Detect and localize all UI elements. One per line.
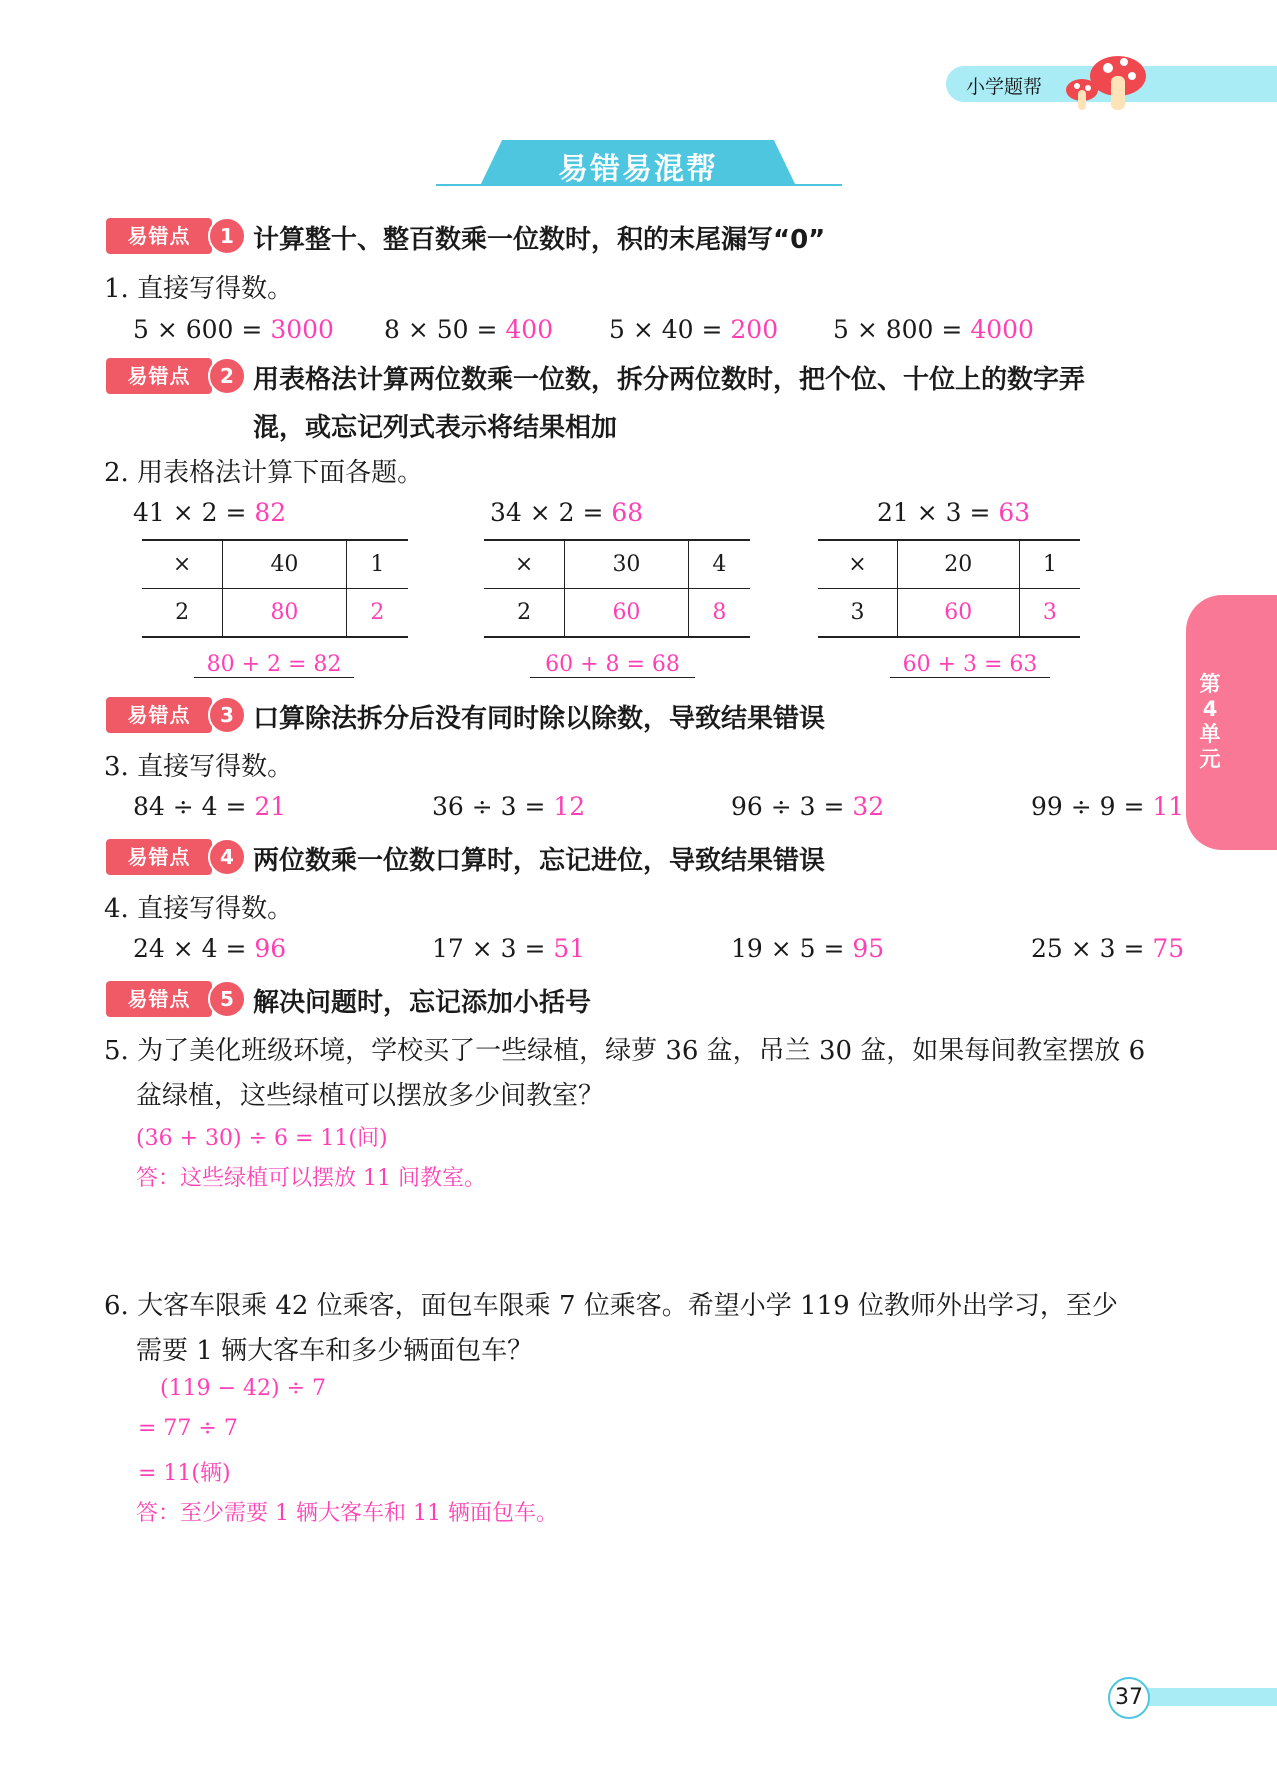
answer-work: = 77 ÷ 7: [138, 1416, 238, 1441]
error-point-text: 计算整十、整百数乘一位数时，积的末尾漏写“0”: [253, 225, 826, 255]
equation: 5 × 40 = 200: [609, 315, 779, 344]
calc-table: × 20 1 3 60 3: [818, 539, 1080, 638]
calc-table: × 30 4 2 60 8: [484, 539, 750, 638]
table-sum: 60 + 8 = 68: [530, 652, 695, 678]
answer-work: = 11(辆): [138, 1461, 231, 1486]
question-prompt: 3. 直接写得数。: [104, 752, 294, 782]
answer-work: (36 + 30) ÷ 6 = 11(间): [136, 1126, 388, 1151]
error-point-text: 口算除法拆分后没有同时除以除数，导致结果错误: [253, 704, 826, 734]
table-equation: 21 × 3 = 63: [877, 498, 1031, 527]
equation: 5 × 800 = 4000: [833, 315, 1034, 344]
equation: 5 × 600 = 3000: [133, 315, 334, 344]
mushroom-icon: [1058, 46, 1154, 116]
equation: 17 × 3 = 51: [432, 934, 586, 963]
question-prompt: 1. 直接写得数。: [104, 274, 294, 304]
equation: 24 × 4 = 96: [133, 934, 287, 963]
page-number: 37: [1108, 1677, 1150, 1719]
table-equation: 41 × 2 = 82: [133, 498, 287, 527]
table-sum: 60 + 3 = 63: [890, 652, 1050, 678]
error-point-text: 两位数乘一位数口算时，忘记进位，导致结果错误: [253, 846, 826, 876]
error-point-badge: 易错点 3: [106, 697, 246, 733]
unit-side-label: 第 4 单 元: [1199, 672, 1221, 771]
answer-sentence: 答：至少需要 1 辆大客车和 11 辆面包车。: [136, 1501, 558, 1526]
calc-table: × 40 1 2 80 2: [142, 539, 408, 638]
error-point-badge: 易错点 2: [106, 358, 246, 394]
error-point-text: 用表格法计算两位数乘一位数，拆分两位数时，把个位、十位上的数字弄: [253, 365, 1086, 395]
equation: 36 ÷ 3 = 12: [432, 792, 586, 821]
word-problem-line: 6. 大客车限乘 42 位乘客，面包车限乘 7 位乘客。希望小学 119 位教师外出学习，至少: [104, 1291, 1118, 1321]
equation: 84 ÷ 4 = 21: [133, 792, 287, 821]
section-title: 易错易混帮: [558, 152, 718, 187]
page-number-bar: [1140, 1688, 1277, 1706]
equation: 19 × 5 = 95: [731, 934, 885, 963]
question-prompt: 4. 直接写得数。: [104, 894, 294, 924]
error-point-badge: 易错点 1: [106, 218, 246, 254]
answer-sentence: 答：这些绿植可以摆放 11 间教室。: [136, 1166, 486, 1191]
word-problem-line: 5. 为了美化班级环境，学校买了一些绿植，绿萝 36 盆，吊兰 30 盆，如果每间教室摆放 6: [104, 1036, 1146, 1066]
equation: 99 ÷ 9 = 11: [1031, 792, 1185, 821]
table-equation: 34 × 2 = 68: [490, 498, 644, 527]
error-point-text-cont: 混，或忘记列式表示将结果相加: [253, 413, 618, 443]
word-problem-line: 需要 1 辆大客车和多少辆面包车？: [136, 1336, 534, 1366]
answer-work: (119 − 42) ÷ 7: [160, 1376, 326, 1401]
error-point-badge: 易错点 4: [106, 839, 246, 875]
error-point-text: 解决问题时，忘记添加小括号: [253, 988, 592, 1018]
question-prompt: 2. 用表格法计算下面各题。: [104, 458, 424, 488]
equation: 8 × 50 = 400: [384, 315, 554, 344]
error-point-badge: 易错点 5: [106, 981, 246, 1017]
word-problem-line: 盆绿植，这些绿植可以摆放多少间教室？: [136, 1081, 605, 1111]
brand-label: 小学题帮: [966, 76, 1043, 98]
equation: 25 × 3 = 75: [1031, 934, 1185, 963]
table-sum: 80 + 2 = 82: [194, 652, 354, 678]
equation: 96 ÷ 3 = 32: [731, 792, 885, 821]
